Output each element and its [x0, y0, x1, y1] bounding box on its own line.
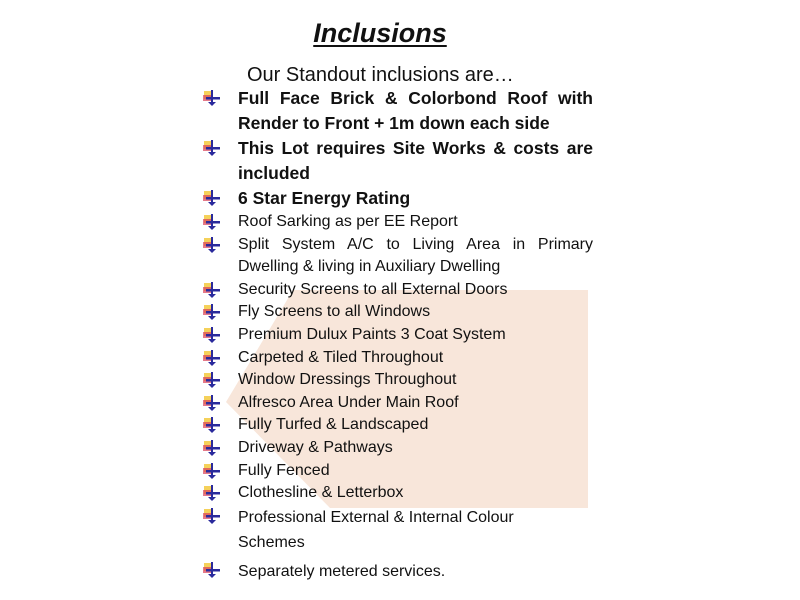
list-item — [203, 211, 593, 234]
list-item — [203, 186, 593, 211]
list-item — [203, 392, 593, 415]
list-item — [203, 482, 593, 505]
list-item-text: Clothesline & Letterbox — [238, 484, 404, 502]
bullet-arrow-icon — [203, 189, 221, 207]
inclusions-list — [203, 86, 593, 584]
list-item-text: Premium Dulux Paints 3 Coat System — [238, 325, 506, 343]
list-item — [203, 347, 593, 370]
list-item — [203, 437, 593, 460]
list-item-text: Security Screens to all External Doors — [238, 280, 508, 298]
bullet-arrow-icon — [203, 484, 221, 502]
bullet-arrow-icon — [203, 236, 221, 254]
list-item-text: Fully Turfed & Landscaped — [238, 416, 429, 434]
bullet-arrow-icon — [203, 371, 221, 389]
subtitle: Our Standout inclusions are… — [247, 64, 514, 86]
bullet-arrow-icon — [203, 213, 221, 231]
list-item-text: Roof Sarking as per EE Report — [238, 213, 458, 230]
list-item-text: Carpeted & Tiled Throughout — [238, 348, 444, 366]
list-item — [203, 414, 593, 437]
list-item-text: Alfresco Area Under Main Roof — [238, 393, 459, 411]
bullet-arrow-icon — [203, 416, 221, 434]
list-item — [203, 505, 538, 555]
bullet-arrow-icon — [203, 462, 221, 480]
list-item-text: Fully Fenced — [238, 461, 330, 479]
bullet-arrow-icon — [203, 326, 221, 344]
bullet-arrow-icon — [203, 89, 221, 107]
list-item-text: Driveway & Pathways — [238, 438, 393, 456]
list-item — [203, 369, 593, 392]
list-item-text: Split System A/C to Living Area in Primary Dwelling & living in Auxiliary Dwelling — [238, 235, 593, 276]
list-item — [203, 324, 593, 347]
list-item — [203, 86, 593, 136]
page-title: Inclusions — [313, 18, 447, 48]
list-item-text: Separately metered services. — [238, 562, 446, 580]
list-item — [203, 279, 593, 302]
list-item — [203, 301, 593, 324]
list-item — [203, 234, 593, 279]
bullet-arrow-icon — [203, 349, 221, 367]
bullet-arrow-icon — [203, 394, 221, 412]
list-item-text: 6 Star Energy Rating — [238, 188, 411, 208]
list-item — [203, 559, 593, 584]
list-item-text: Fly Screens to all Windows — [238, 303, 431, 321]
bullet-arrow-icon — [203, 561, 221, 579]
bullet-arrow-icon — [203, 281, 221, 299]
list-item — [203, 460, 593, 483]
bullet-arrow-icon — [203, 303, 221, 321]
list-item — [203, 136, 593, 186]
bullet-arrow-icon — [203, 139, 221, 157]
bullet-arrow-icon — [203, 439, 221, 457]
list-item-text: Full Face Brick & Colorbond Roof with Render to Front + 1m down each side — [238, 88, 593, 133]
list-item-text: This Lot requires Site Works & costs are included — [238, 138, 593, 183]
bullet-arrow-icon — [203, 507, 221, 525]
list-item-text: Professional External & Internal Colour Schemes — [238, 508, 514, 551]
list-item-text: Window Dressings Throughout — [238, 371, 457, 389]
